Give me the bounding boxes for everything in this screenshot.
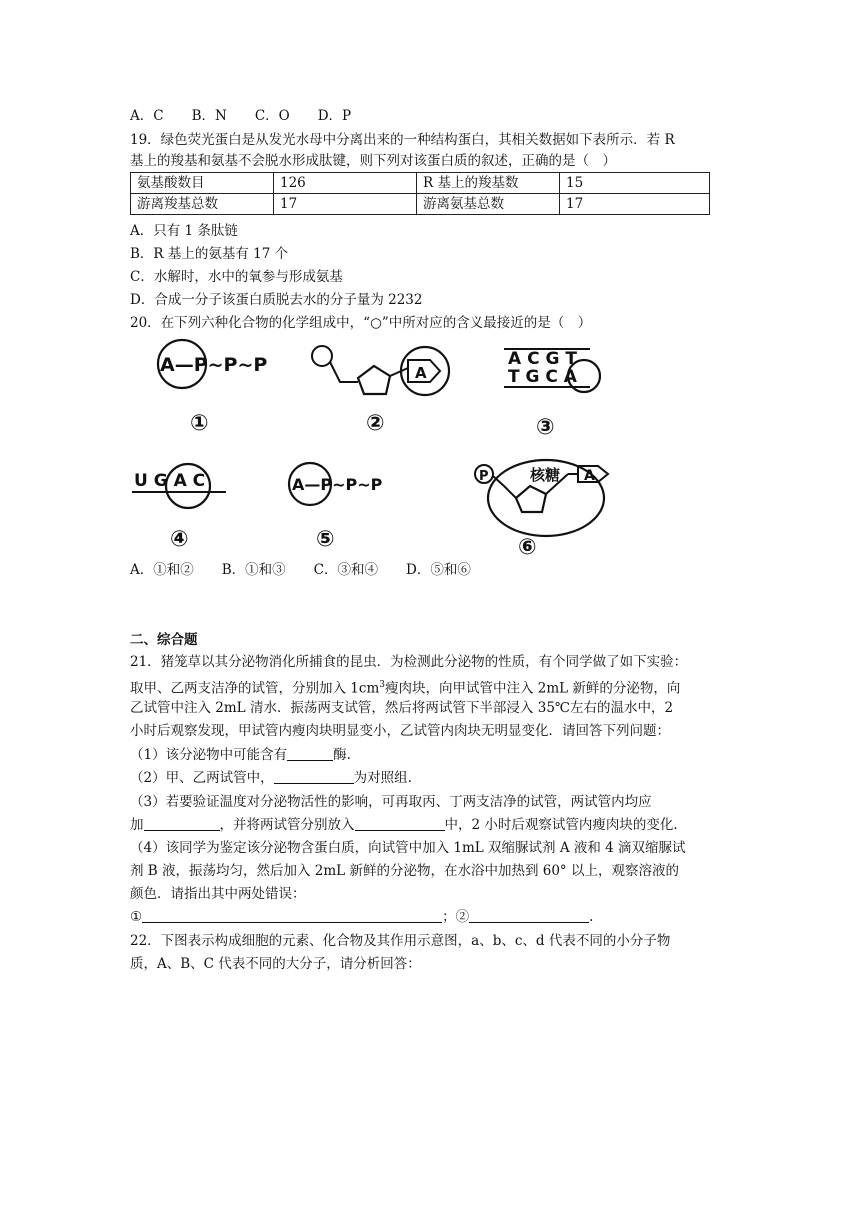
answer-blank[interactable] [144,816,220,831]
q21-sub3-line1: （3）若要验证温度对分泌物活性的影响，可再取丙、丁两支洁净的试管，两试管内均应 [130,794,652,810]
answer-mark-2: ；② [442,909,470,925]
q21-answer-line [130,907,593,927]
figure-2-base: A [415,364,427,382]
table-row [131,194,710,215]
table-cell: 15 [560,173,710,194]
figure-4-strand: U G A C [134,471,206,491]
figure-6 [470,452,630,562]
answer-blank[interactable] [274,769,354,784]
q22-line1: 22．下图表示构成细胞的元素、化合物及其作用示意图，a、b、c、d 代表不同的小分子物 [130,933,671,949]
q21-line1: 21．猪笼草以其分泌物消化所捕食的昆虫．为检测此分泌物的性质，有个同学做了如下实验： [130,654,688,670]
answer-blank[interactable] [355,816,445,831]
q19-option-a: A．只有 1 条肽链 [130,223,238,239]
answer-blank[interactable] [142,908,442,923]
q20-option-c: C．③和④ [313,562,379,578]
table-cell: 氨基酸数目 [131,173,274,194]
table-cell: R 基上的羧基数 [417,173,560,194]
q21-sub3-b: ，并将两试管分别放入 [219,817,355,833]
q21-sub1-text: （1）该分泌物中可能含有 [130,747,288,763]
q21-sub1-end: 酶. [333,747,351,763]
q21-line2 [130,675,680,699]
figure-6-ribose-label: 核糖 [530,466,561,484]
q21-sub1 [130,745,351,765]
answer-blank[interactable] [469,908,589,923]
q20-stem: 20．在下列六种化合物的化学组成中，“○”中所对应的含义最接近的是（ ） [130,315,592,331]
figure-1 [150,338,270,442]
figure-1-number: ① [190,411,209,436]
q18-option-a: A．C [130,108,164,124]
table-cell: 游离羧基总数 [131,194,274,215]
table-cell: 126 [274,173,417,194]
q21-superscript: 3 [379,680,385,690]
q21-line3: 乙试管中注入 2mL 清水．振荡两支试管，然后将两试管下半部浸入 35℃左右的温水中，2 [130,700,674,716]
q21-sub3-line2 [130,815,678,835]
figure-3-top-strand: A C G T [508,349,577,369]
section-title: 二、综合题 [130,632,198,648]
q21-line2-b: 瘦肉块，向甲试管中注入 2mL 新鲜的分泌物，向 [384,680,681,697]
q21-sub2-end: 为对照组. [353,770,412,786]
q18-option-d: D．P [317,108,352,124]
q18-option-b: B．N [191,108,227,124]
q19-stem-line1: 19．绿色荧光蛋白是从发光水母中分离出来的一种结构蛋白，其相关数据如下表所示．若 R [130,132,675,148]
q19-option-d: D．合成一分子该蛋白质脱去水的分子量为 2232 [130,292,423,308]
q19-option-c: C．水解时，水中的氧参与形成氨基 [130,269,343,285]
figure-6-number: ⑥ [518,535,537,558]
figure-2 [300,338,460,442]
q21-line2-a: 取甲、乙两支洁净的试管，分别加入 1cm [130,680,380,697]
answer-end: . [589,909,594,925]
figure-4-number: ④ [170,527,189,552]
q21-sub4-line3: 颜色．请指出其中两处错误： [130,886,306,902]
figure-6-base: A [584,468,595,484]
q19-option-b: B．R 基上的氨基有 17 个 [130,246,289,262]
q20-option-b: B．①和③ [221,562,286,578]
q21-sub4-line1: （4）该同学为鉴定该分泌物含蛋白质，向试管中加入 1mL 双缩脲试剂 A 液和 4 滴双缩脲试 [130,840,686,856]
table-row [131,173,710,194]
q20-options [130,560,499,580]
q21-line4: 小时后观察发现，甲试管内瘦肉块明显变小，乙试管内肉块无明显变化．请回答下列问题： [130,723,670,739]
answer-blank[interactable] [287,746,333,761]
figure-4 [128,458,258,562]
q20-option-d: D．⑤和⑥ [406,562,471,578]
figure-3-number: ③ [536,415,555,438]
q21-sub2-text: （2）甲、乙两试管中， [130,770,274,786]
q19-stem-line2: 基上的羧基和氨基不会脱水形成肽键，则下列对该蛋白质的叙述，正确的是（ ） [130,153,616,169]
q21-sub2 [130,768,412,788]
q21-sub4-line2: 剂 B 液，振荡均匀，然后加入 2mL 新鲜的分泌物，在水浴中加热到 60° 以上，观察溶液的 [130,863,679,879]
figure-3-bottom-strand: T G C A [508,367,577,387]
figure-5 [286,458,416,562]
q21-sub3-a: 加 [130,817,144,833]
table-cell: 17 [560,194,710,215]
figure-6-phosphate: P [479,469,489,484]
figure-2-number: ② [366,411,385,436]
answer-mark-1: ① [130,909,143,925]
q18-option-c: C．O [254,108,290,124]
q18-options [130,106,379,126]
figure-1-label: A—P~P~P [160,354,268,376]
figure-3 [500,338,630,442]
table-cell: 游离氨基总数 [417,194,560,215]
q21-sub3-c: 中，2 小时后观察试管内瘦肉块的变化. [444,817,678,833]
q22-line2: 质，A、B、C 代表不同的大分子，请分析回答： [130,956,421,972]
table-cell: 17 [274,194,417,215]
figure-5-label: A—P~P~P [292,475,383,494]
q20-option-a: A．①和② [130,562,194,578]
q19-data-table [130,172,710,215]
figure-5-number: ⑤ [316,527,335,552]
